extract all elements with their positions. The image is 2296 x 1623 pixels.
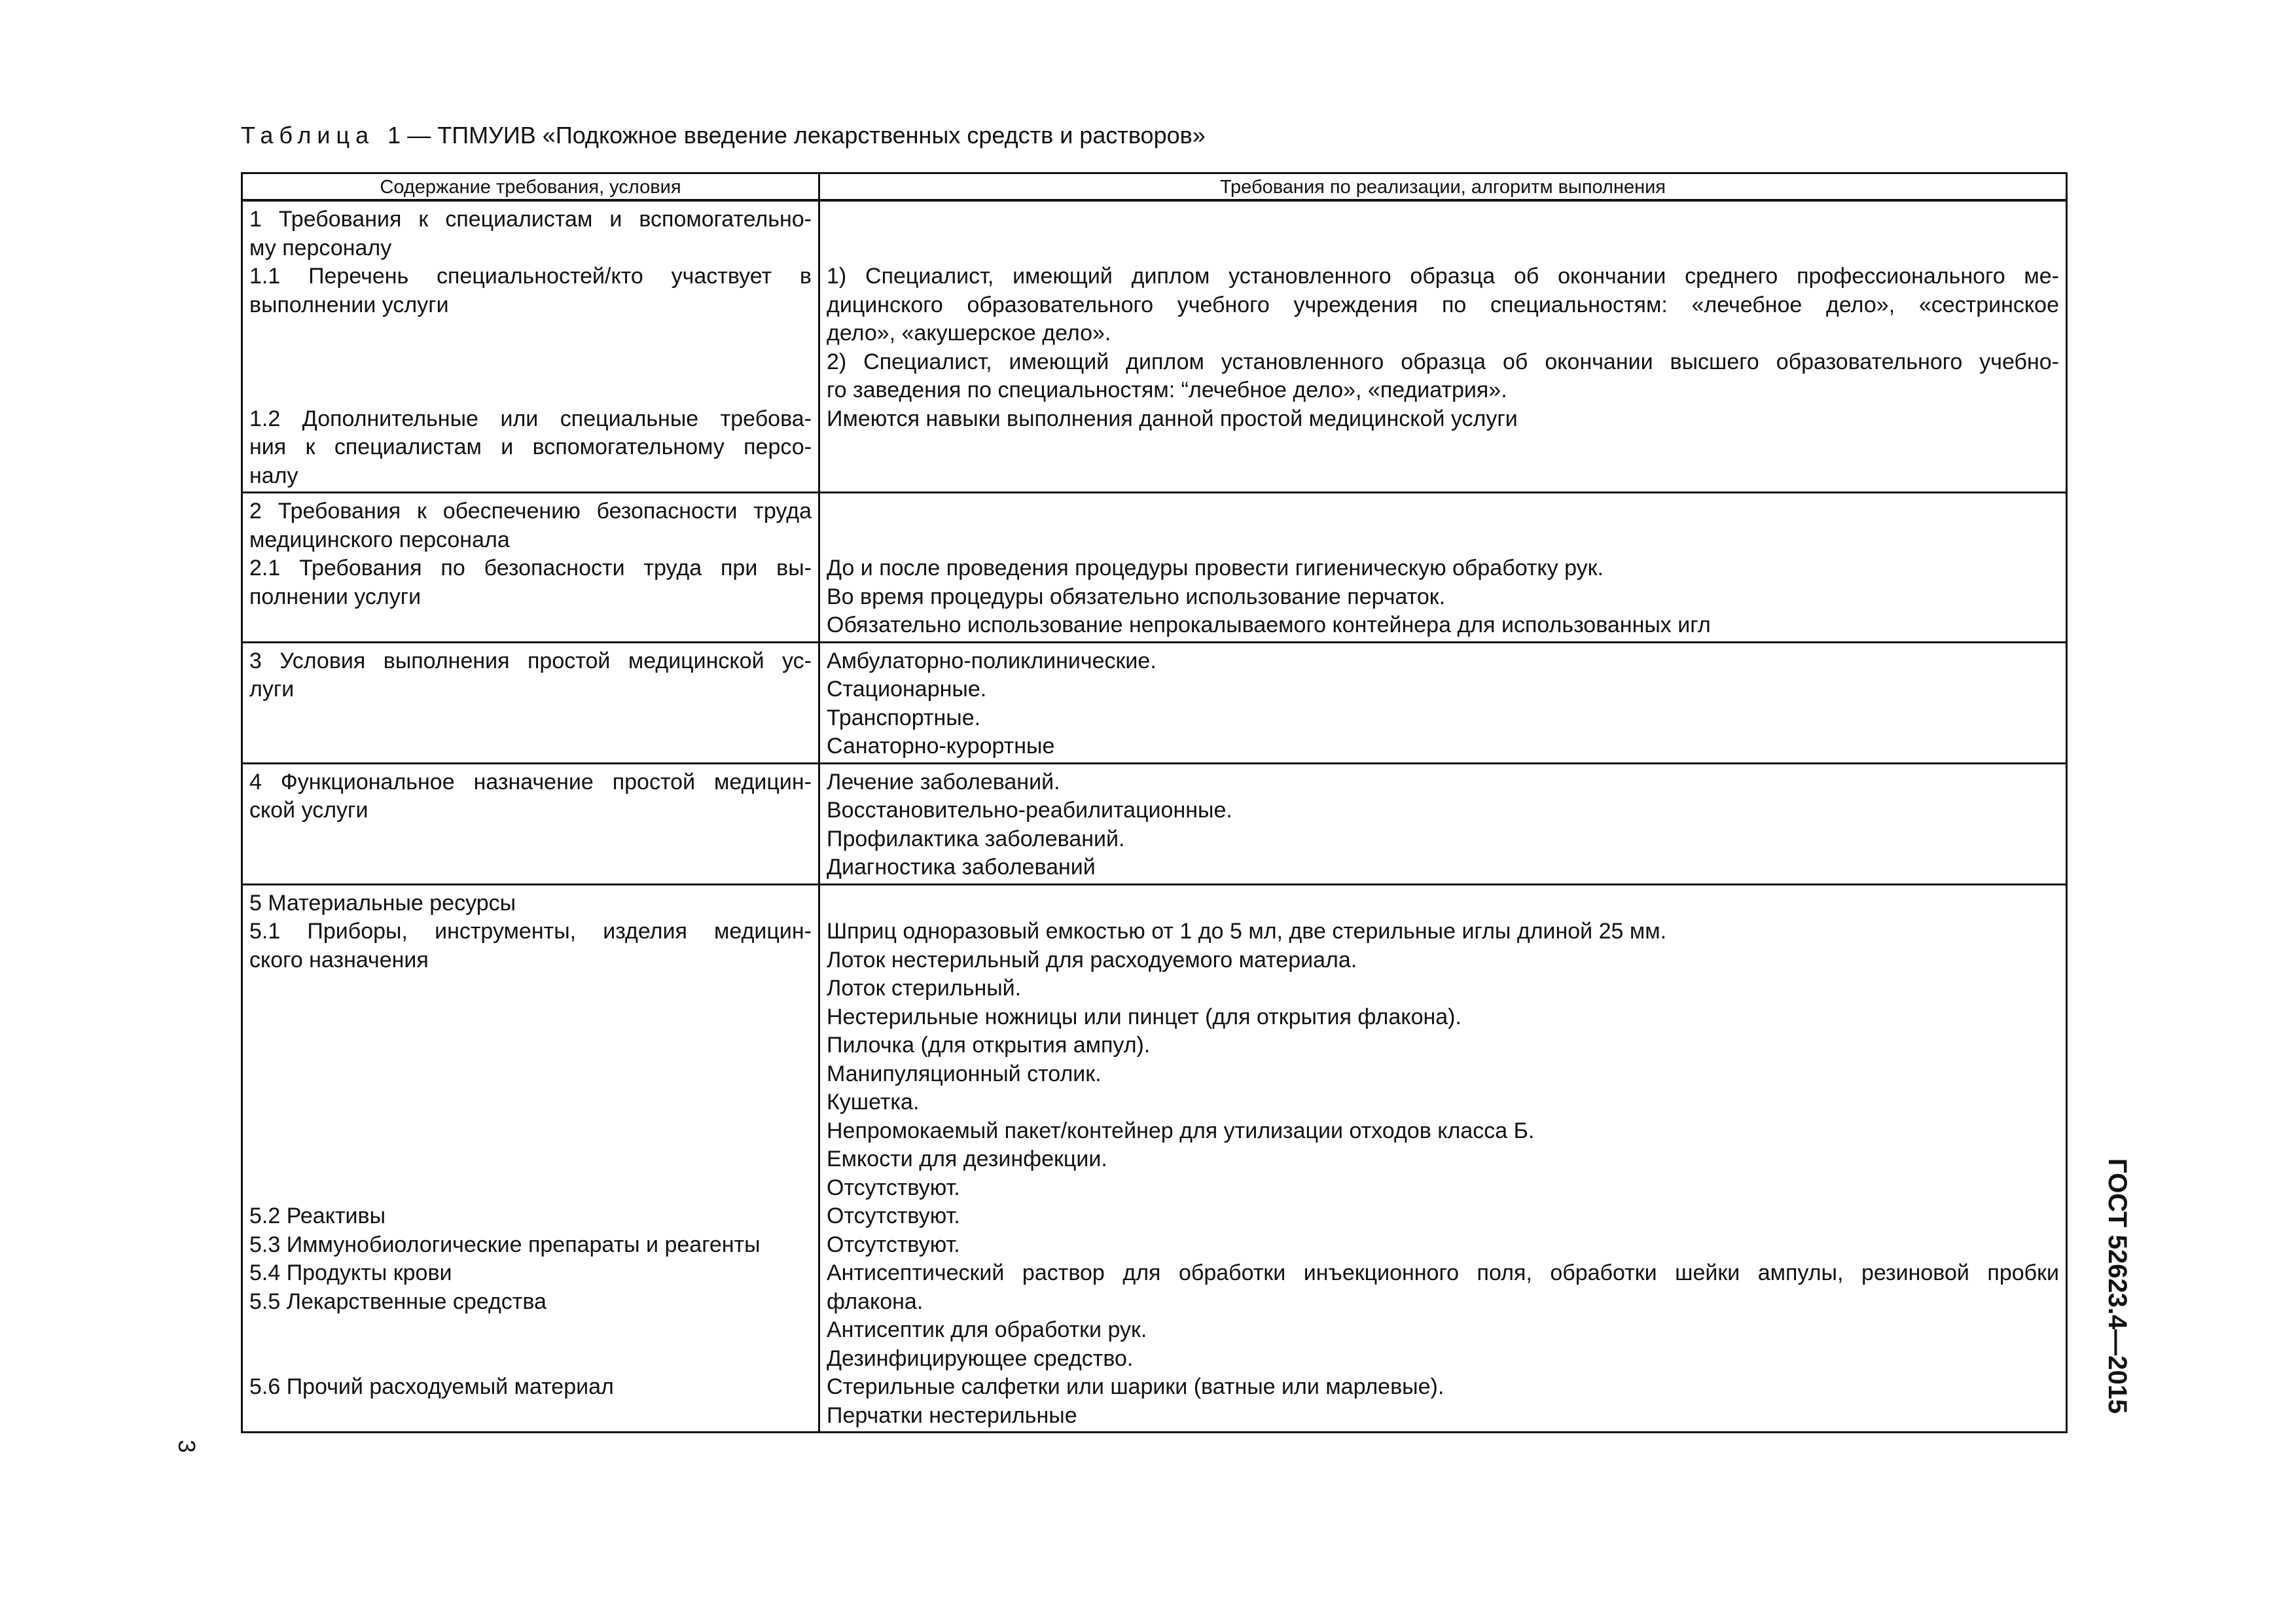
cell-line: Диагностика заболеваний xyxy=(827,855,1096,880)
requirement-cell xyxy=(242,493,819,643)
table-row xyxy=(242,763,2067,884)
implementation-cell xyxy=(819,884,2067,1433)
cell-line: 5.4 Продукты крови xyxy=(249,1260,452,1285)
cell-line: Во время процедуры обязательно использование перчаток. xyxy=(827,584,1446,609)
implementation-cell xyxy=(819,493,2067,643)
cell-line: Нестерильные ножницы или пинцет (для открытия флакона). xyxy=(827,1004,1462,1029)
requirement-cell xyxy=(242,763,819,884)
line-spacer xyxy=(827,234,2059,263)
cell-line: 5.1 Приборы, инструменты, изделия медицин- xyxy=(249,919,812,944)
line-spacer xyxy=(249,348,812,377)
cell-line: флакона. xyxy=(827,1289,924,1314)
header-requirement: Содержание требования, условия xyxy=(242,173,819,201)
cell-line: Кушетка. xyxy=(827,1090,920,1115)
cell-line: Непромокаемый пакет/контейнер для утилизации отходов класса Б. xyxy=(827,1118,1535,1143)
cell-line: 2) Специалист, имеющий диплом установленного образца об окончании высшего образовательного учебно- xyxy=(827,349,2059,374)
standard-designation: ГОСТ 52623.4—2015 xyxy=(2103,1158,2132,1414)
line-spacer xyxy=(827,497,2059,526)
cell-line: го заведения по специальностям: “лечебное дело», «педиатрия». xyxy=(827,378,1507,402)
cell-line: Лоток нестерильный для расходуемого материала. xyxy=(827,947,1357,972)
line-spacer xyxy=(249,319,812,348)
table-row xyxy=(242,493,2067,643)
cell-line: Восстановительно-реабилитационные. xyxy=(827,798,1232,823)
cell-line: 5 Материальные ресурсы xyxy=(249,890,516,916)
table-row xyxy=(242,200,2067,493)
header-implementation: Требования по реализации, алгоритм выполнения xyxy=(819,173,2067,201)
cell-line: Дезинфицирующее средство. xyxy=(827,1346,1134,1371)
caption-label: Таблица xyxy=(241,122,375,149)
table-body xyxy=(242,200,2067,1433)
cell-line: Отсутствуют. xyxy=(827,1175,960,1200)
cell-line: 1 Требования к специалистам и вспомогательно- xyxy=(249,207,812,232)
requirements-table xyxy=(241,172,2068,1433)
implementation-cell xyxy=(819,200,2067,493)
cell-line: Имеются навыки выполнения данной простой медицинской услуги xyxy=(827,406,1518,431)
cell-line: луги xyxy=(249,677,295,702)
line-spacer xyxy=(249,974,812,1003)
cell-line: 5.3 Иммунобиологические препараты и реагенты xyxy=(249,1232,761,1257)
table-row xyxy=(242,884,2067,1433)
line-spacer xyxy=(249,1174,812,1203)
cell-line: Лечение заболеваний. xyxy=(827,769,1060,794)
cell-line: 2 Требования к обеспечению безопасности труда xyxy=(249,499,812,524)
cell-line: 5.5 Лекарственные средства xyxy=(249,1289,547,1314)
cell-line: Отсутствуют. xyxy=(827,1204,960,1228)
line-spacer xyxy=(249,1316,812,1345)
cell-line: Антисептик для обработки рук. xyxy=(827,1317,1147,1342)
cell-line: 4 Функциональное назначение простой медицин- xyxy=(249,769,812,794)
table-header-row xyxy=(242,173,2067,201)
cell-line: Манипуляционный столик. xyxy=(827,1061,1102,1086)
cell-line: ского назначения xyxy=(249,947,429,972)
cell-line: Профилактика заболеваний. xyxy=(827,826,1125,851)
line-spacer xyxy=(249,1345,812,1374)
cell-line: Транспортные. xyxy=(827,705,981,730)
cell-line: Обязательно использование непрокалываемого контейнера для использованных игл xyxy=(827,613,1711,637)
implementation-cell xyxy=(819,642,2067,763)
caption-text: 1 — ТПМУИВ «Подкожное введение лекарственных средств и растворов» xyxy=(387,122,1206,149)
cell-line: му персоналу xyxy=(249,235,392,260)
line-spacer xyxy=(249,1031,812,1060)
line-spacer xyxy=(249,1088,812,1117)
cell-line: Шприц одноразовый емкостью от 1 до 5 мл, две стерильные иглы длиной 25 мм. xyxy=(827,919,1667,944)
cell-line: Стерильные салфетки или шарики (ватные или марлевые). xyxy=(827,1374,1444,1399)
cell-line: полнении услуги xyxy=(249,584,422,609)
cell-line: дело», «акушерское дело». xyxy=(827,321,1111,346)
cell-line: Санаторно-курортные xyxy=(827,734,1055,758)
cell-line: Стационарные. xyxy=(827,677,987,702)
requirement-cell xyxy=(242,200,819,493)
line-spacer xyxy=(827,526,2059,555)
table-row xyxy=(242,642,2067,763)
cell-line: 5.6 Прочий расходуемый материал xyxy=(249,1374,614,1399)
cell-line: Антисептический раствор для обработки инъекционного поля, обработки шейки ампулы, резиновой пробки xyxy=(827,1260,2059,1285)
cell-line: Пилочка (для открытия ампул). xyxy=(827,1033,1151,1058)
line-spacer xyxy=(827,205,2059,234)
cell-line: медицинского персонала xyxy=(249,527,510,552)
cell-line: Лоток стерильный. xyxy=(827,976,1022,1001)
page-number: 3 xyxy=(173,1440,200,1454)
cell-line: Амбулаторно-поликлинические. xyxy=(827,648,1157,673)
cell-line: Отсутствуют. xyxy=(827,1232,960,1257)
cell-line: ния к специалистам и вспомогательному персо- xyxy=(249,435,812,459)
cell-line: 1.2 Дополнительные или специальные требова- xyxy=(249,406,812,431)
implementation-cell xyxy=(819,763,2067,884)
cell-line: налу xyxy=(249,463,298,488)
cell-line: дицинского образовательного учебного учреждения по специальностям: «лечебное дело», «сестринское xyxy=(827,292,2059,317)
cell-line: Емкости для дезинфекции. xyxy=(827,1147,1107,1171)
cell-line: 1) Специалист, имеющий диплом установленного образца об окончании среднего профессионального ме- xyxy=(827,264,2059,289)
cell-line: 1.1 Перечень специальностей/кто участвует в xyxy=(249,264,812,289)
table-caption xyxy=(241,122,1206,149)
cell-line: 2.1 Требования по безопасности труда при вы- xyxy=(249,556,812,580)
line-spacer xyxy=(249,1060,812,1089)
requirement-cell xyxy=(242,642,819,763)
line-spacer xyxy=(249,376,812,405)
cell-line: 3 Условия выполнения простой медицинской ус- xyxy=(249,648,812,673)
cell-line: ской услуги xyxy=(249,798,368,823)
line-spacer xyxy=(827,889,2059,918)
requirement-cell xyxy=(242,884,819,1433)
cell-line: До и после проведения процедуры провести гигиеническую обработку рук. xyxy=(827,556,1604,580)
line-spacer xyxy=(249,1003,812,1032)
cell-line: выполнении услуги xyxy=(249,292,449,317)
cell-line: Перчатки нестерильные xyxy=(827,1402,1077,1428)
cell-line: 5.2 Реактивы xyxy=(249,1204,386,1228)
line-spacer xyxy=(249,1117,812,1146)
line-spacer xyxy=(249,1145,812,1174)
